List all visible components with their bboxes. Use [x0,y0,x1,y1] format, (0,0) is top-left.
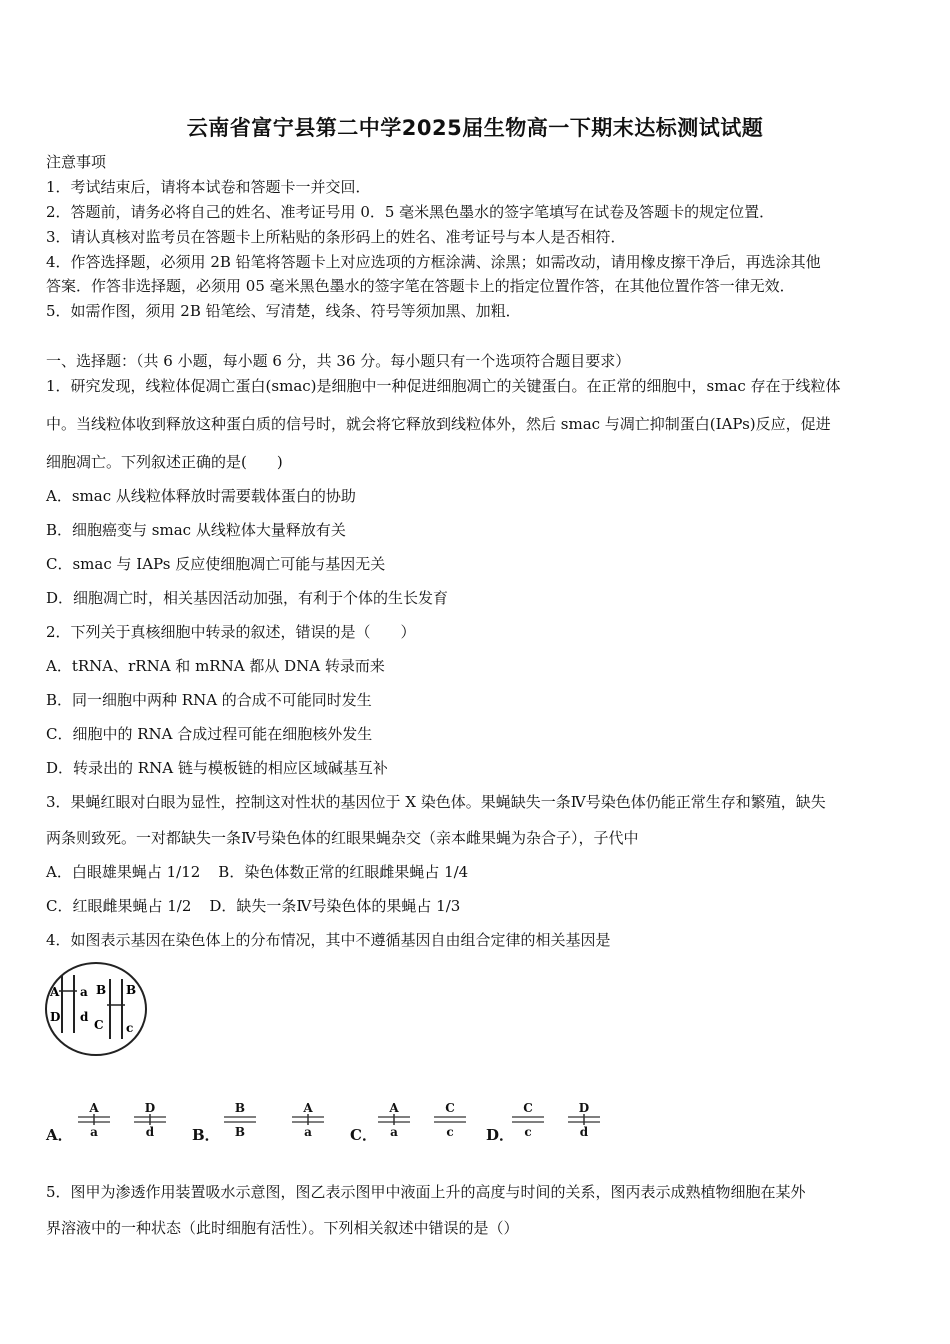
q1-stem-line: 1．研究发现，线粒体促凋亡蛋白(smac)是细胞中一种促进细胞凋亡的关键蛋白。在正常的细胞中，smac 存在于线粒体 [46,377,841,395]
gene-top: D [144,1101,156,1115]
notice-heading: 注意事项 [46,153,107,171]
notice-item: 2．答题前，请务必将自己的姓名、准考证号用 0．5 毫米黑色墨水的签字笔填写在试卷及答题卡的规定位置． [46,203,775,221]
gene-pair [130,1098,170,1144]
gene-top: A [89,1101,99,1115]
gene-label: B [96,983,107,997]
gene-label: B [126,983,137,997]
q3-stem-line: 两条则致死。一对都缺失一条Ⅳ号染色体的红眼果蝇杂交（亲本雌果蝇为杂合子），子代中 [46,829,639,847]
gene-label: C [94,1018,104,1032]
q2-option-b: B．同一细胞中两种 RNA 的合成不可能同时发生 [46,691,372,709]
notice-item: 4．作答选择题，必须用 2B 铅笔将答题卡上对应选项的方框涂满、涂黑；如需改动，请用橡皮擦干净后，再选涂其他 [46,253,821,271]
q2-option-a: A．tRNA、rRNA 和 mRNA 都从 DNA 转录而来 [46,657,385,675]
q3-option-a: A．白眼雄果蝇占 1/12 [46,863,201,881]
q2-stem: 2．下列关于真核细胞中转录的叙述，错误的是（ ） [46,623,416,641]
gene-bottom: a [90,1125,98,1139]
q4-choice-c-label: C． [350,1126,377,1144]
notice-item: 1．考试结束后，请将本试卷和答题卡一并交回． [46,178,371,196]
q3-option-d: D．缺失一条Ⅳ号染色体的果蝇占 1/3 [209,897,461,915]
q3-options-row [46,862,468,882]
q1-option-b: B．细胞癌变与 smac 从线粒体大量释放有关 [46,521,346,539]
gene-label: d [80,1010,89,1024]
q2-option-c: C．细胞中的 RNA 合成过程可能在细胞核外发生 [46,725,373,743]
gene-top: D [578,1101,590,1115]
q3-option-c: C．红眼雌果蝇占 1/2 [46,897,192,915]
q1-option-d: D．细胞凋亡时，相关基因活动加强，有利于个体的生长发育 [46,589,449,607]
section-heading: 一、选择题：（共 6 小题，每小题 6 分，共 36 分。每小题只有一个选项符合题目要求） [46,352,631,370]
q5-stem-line: 界溶液中的一种状态（此时细胞有活性）。下列相关叙述中错误的是（） [46,1219,519,1237]
q3-option-b: B．染色体数正常的红眼雌果蝇占 1/4 [218,863,469,881]
gene-pair [74,1098,114,1144]
chromosome-cell-figure [44,961,148,1057]
gene-bottom: d [579,1125,589,1139]
gene-label: D [50,1010,61,1024]
gene-bottom: c [524,1125,532,1139]
gene-pair [374,1098,414,1144]
notice-item: 5．如需作图，须用 2B 铅笔绘、写清楚，线条、符号等须加黑、加粗． [46,302,521,320]
gene-top: A [389,1101,399,1115]
gene-pair [220,1098,260,1144]
q2-option-d: D．转录出的 RNA 链与模板链的相应区域碱基互补 [46,759,388,777]
q4-choice-d-label: D． [486,1126,515,1144]
gene-top: C [445,1101,455,1115]
gene-bottom: a [390,1125,398,1139]
gene-pair [288,1098,328,1144]
q3-options-row [46,896,460,916]
gene-label: c [126,1021,134,1035]
q1-stem-line: 中。当线粒体收到释放这种蛋白质的信号时，就会将它释放到线粒体外，然后 smac 与凋亡抑制蛋白(IAPs)反应，促进 [46,415,831,433]
gene-bottom: a [304,1125,312,1139]
notice-item: 3．请认真核对监考员在答题卡上所粘贴的条形码上的姓名、准考证号与本人是否相符． [46,228,626,246]
gene-bottom: d [145,1125,155,1139]
gene-bottom: c [446,1125,454,1139]
notice-item: 答案．作答非选择题，必须用 05 毫米黑色墨水的签字笔在答题卡上的指定位置作答，在其他位置作答一律无效． [46,277,795,295]
q4-choice-a-label: A． [46,1126,73,1144]
q1-stem-line: 细胞凋亡。下列叙述正确的是( ) [46,453,283,471]
gene-label: a [80,985,88,999]
gene-top: C [523,1101,533,1115]
gene-top: A [303,1101,313,1115]
q1-option-a: A．smac 从线粒体释放时需要载体蛋白的协助 [46,487,356,505]
q5-stem-line: 5．图甲为渗透作用装置吸水示意图，图乙表示图甲中液面上升的高度与时间的关系，图丙表示成熟植物细胞在某外 [46,1183,806,1201]
gene-pair [564,1098,604,1144]
q4-choices [46,1098,646,1144]
q3-stem-line: 3．果蝇红眼对白眼为显性，控制这对性状的基因位于 X 染色体。果蝇缺失一条Ⅳ号染色体仍能正常生存和繁殖，缺失 [46,793,826,811]
gene-bottom: B [234,1125,246,1139]
page-title: 云南省富宁县第二中学2025届生物高一下期末达标测试试题 [186,116,764,140]
q4-choice-b-label: B． [192,1126,220,1144]
q1-option-c: C．smac 与 IAPs 反应使细胞凋亡可能与基因无关 [46,555,386,573]
gene-pair [430,1098,470,1144]
gene-label: A [50,985,60,999]
gene-pair [508,1098,548,1144]
q4-stem: 4．如图表示基因在染色体上的分布情况，其中不遵循基因自由组合定律的相关基因是 [46,931,611,949]
gene-top: B [234,1101,246,1115]
